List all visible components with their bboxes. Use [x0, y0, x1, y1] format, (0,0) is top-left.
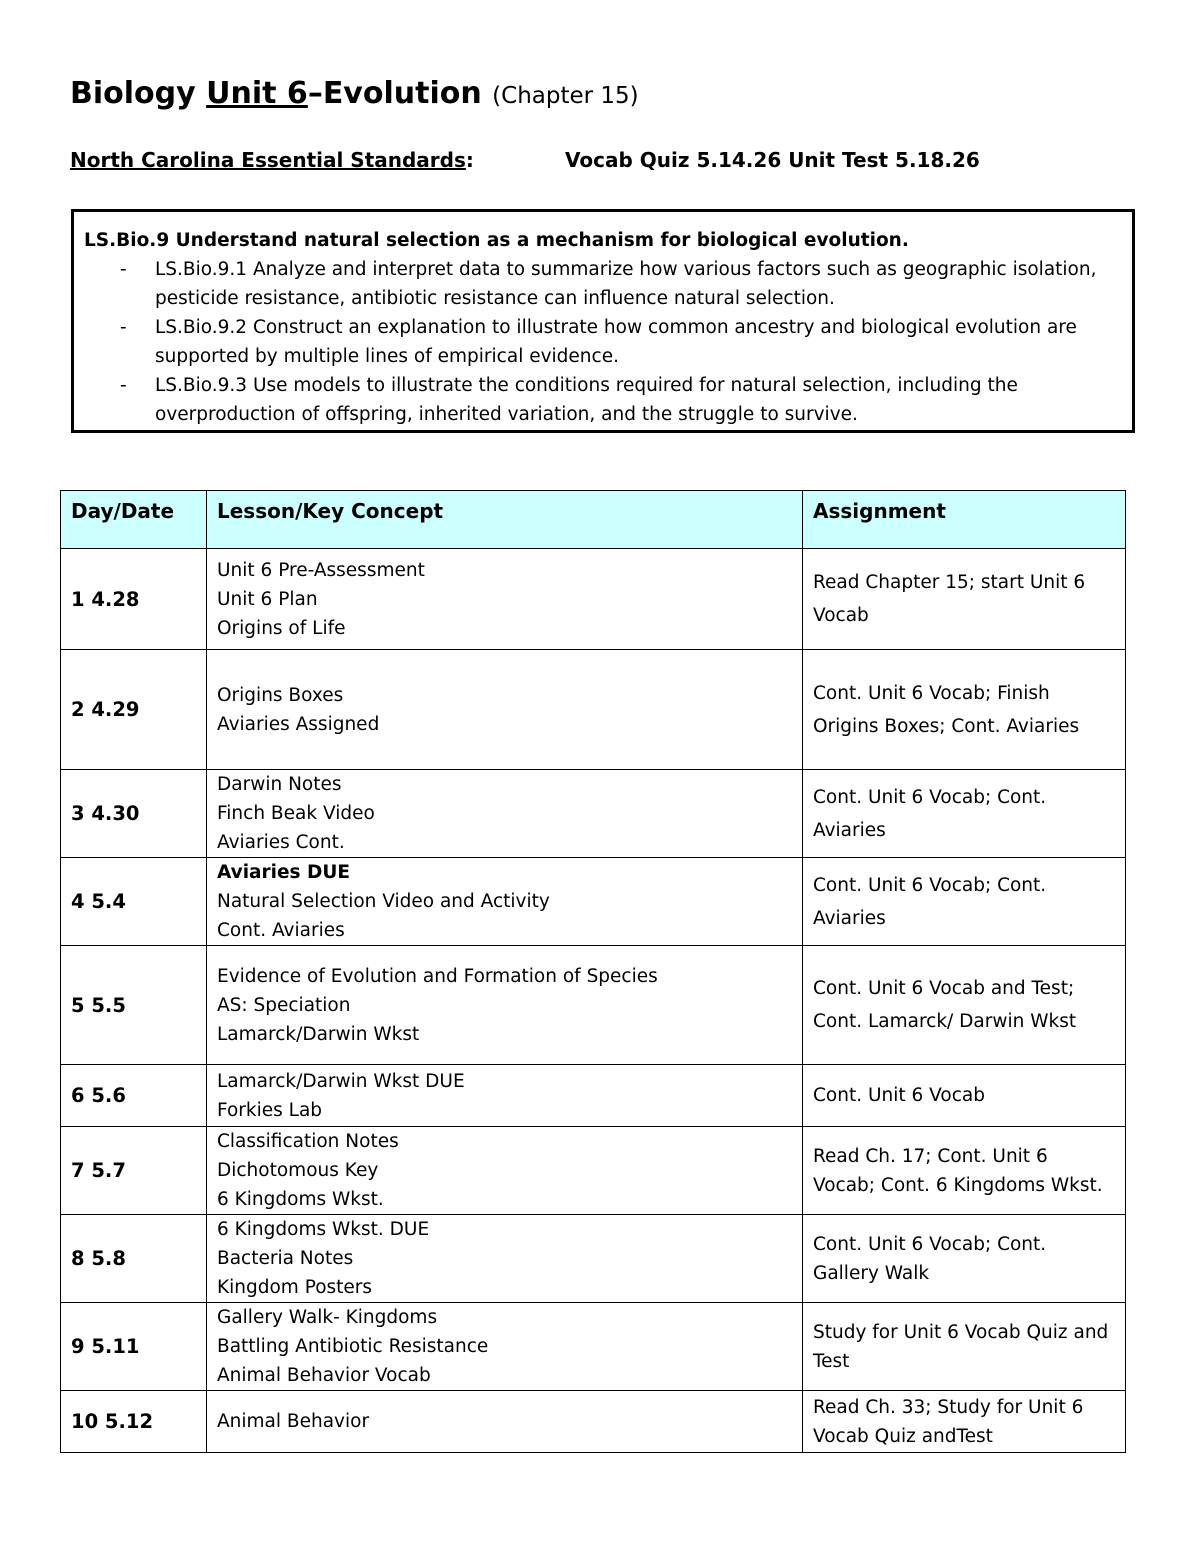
- title-unit: Unit 6: [206, 76, 308, 111]
- standard-item-text: LS.Bio.9.2 Construct an explanation to illustrate how common ancestry and biological evolution are supported by multiple lines of empirical evidence.: [155, 317, 1077, 367]
- lesson-item: Unit 6 Plan: [217, 588, 318, 610]
- day-date-cell: 3 4.30: [61, 770, 207, 858]
- assignment-cell: Cont. Unit 6 Vocab; Cont. Aviaries: [803, 858, 1126, 946]
- standard-item-text: LS.Bio.9.3 Use models to illustrate the conditions required for natural selection, including the overproduction of offspring, inherited variation, and the struggle to survive.: [155, 375, 1018, 425]
- lesson-item: Battling Antibiotic Resistance: [217, 1336, 489, 1357]
- standards-box: [71, 209, 1135, 433]
- dash-bullet-icon: -: [120, 375, 127, 396]
- lesson-item: Unit 6 Pre-Assessment: [217, 559, 425, 581]
- title-chapter: (Chapter 15): [492, 83, 639, 109]
- header-assignment: Assignment: [803, 491, 1126, 549]
- lesson-item: Animal Behavior: [217, 1411, 370, 1432]
- day-date-cell: 9 5.11: [61, 1303, 207, 1391]
- lesson-item: Aviaries Cont.: [217, 832, 345, 853]
- lesson-item: Kingdom Posters: [217, 1277, 373, 1298]
- assignment-cell: Read Ch. 17; Cont. Unit 6 Vocab; Cont. 6 Kingdoms Wkst.: [803, 1127, 1126, 1215]
- table-row: [61, 1065, 1126, 1127]
- lesson-item: Origins of Life: [217, 617, 346, 639]
- standard-item: [84, 255, 1122, 313]
- day-date-cell: 6 5.6: [61, 1065, 207, 1127]
- lesson-cell: [207, 1391, 803, 1453]
- day-date-cell: 1 4.28: [61, 549, 207, 650]
- table-row: [61, 549, 1126, 650]
- table-row: [61, 1303, 1126, 1391]
- assignment-cell: Read Ch. 33; Study for Unit 6 Vocab Quiz andTest: [803, 1391, 1126, 1453]
- lesson-item: Aviaries Assigned: [217, 713, 380, 735]
- lesson-cell: [207, 1303, 803, 1391]
- assignment-cell: Study for Unit 6 Vocab Quiz and Test: [803, 1303, 1126, 1391]
- table-header-row: [61, 491, 1126, 549]
- schedule-body: [61, 549, 1126, 1453]
- lesson-item: 6 Kingdoms Wkst.: [217, 1189, 384, 1210]
- assignment-cell: Cont. Unit 6 Vocab; Cont. Gallery Walk: [803, 1215, 1126, 1303]
- day-date-cell: 8 5.8: [61, 1215, 207, 1303]
- lesson-item: Forkies Lab: [217, 1099, 323, 1121]
- lesson-item: Cont. Aviaries: [217, 920, 345, 941]
- table-row: [61, 1215, 1126, 1303]
- assignment-cell: Read Chapter 15; start Unit 6 Vocab: [803, 549, 1126, 650]
- standards-label: North Carolina Essential Standards: [70, 148, 466, 172]
- table-row: [61, 650, 1126, 770]
- lesson-item: Lamarck/Darwin Wkst DUE: [217, 1070, 465, 1092]
- standard-list: [84, 255, 1122, 429]
- lesson-cell: [207, 770, 803, 858]
- lesson-cell: [207, 1065, 803, 1127]
- lesson-item: Origins Boxes: [217, 684, 344, 706]
- lesson-item: Lamarck/Darwin Wkst: [217, 1023, 420, 1045]
- lesson-item: Evidence of Evolution and Formation of Species: [217, 965, 658, 987]
- lesson-cell: [207, 549, 803, 650]
- assignment-cell: Cont. Unit 6 Vocab; Cont. Aviaries: [803, 770, 1126, 858]
- table-row: [61, 1391, 1126, 1453]
- day-date-cell: 4 5.4: [61, 858, 207, 946]
- lesson-item: Animal Behavior Vocab: [217, 1365, 431, 1386]
- header-lesson: Lesson/Key Concept: [207, 491, 803, 549]
- standards-heading: [70, 148, 474, 172]
- lesson-item: Darwin Notes: [217, 774, 342, 795]
- schedule-table: [60, 490, 1126, 1453]
- table-row: [61, 1127, 1126, 1215]
- assignment-cell: Cont. Unit 6 Vocab and Test; Cont. Lamarck/ Darwin Wkst: [803, 946, 1126, 1065]
- day-date-cell: 5 5.5: [61, 946, 207, 1065]
- standard-main: LS.Bio.9 Understand natural selection as a mechanism for biological evolution.: [84, 230, 909, 251]
- standard-item: [84, 371, 1122, 429]
- lesson-cell: [207, 1215, 803, 1303]
- lesson-item: Natural Selection Video and Activity: [217, 891, 550, 912]
- lesson-item: Aviaries DUE: [217, 862, 351, 883]
- lesson-item: Classification Notes: [217, 1131, 399, 1152]
- title-prefix: Biology: [70, 76, 207, 111]
- dash-bullet-icon: -: [120, 317, 127, 338]
- lesson-item: Gallery Walk- Kingdoms: [217, 1307, 438, 1328]
- day-date-cell: 7 5.7: [61, 1127, 207, 1215]
- assignment-cell: Cont. Unit 6 Vocab: [803, 1065, 1126, 1127]
- lesson-item: Finch Beak Video: [217, 803, 375, 824]
- lesson-cell: [207, 1127, 803, 1215]
- table-row: [61, 858, 1126, 946]
- standards-colon: :: [465, 148, 474, 172]
- lesson-item: Dichotomous Key: [217, 1160, 379, 1181]
- standard-item-text: LS.Bio.9.1 Analyze and interpret data to summarize how various factors such as geographic isolation, pesticide resistance, antibiotic resistance can influence natural selection.: [155, 259, 1097, 309]
- lesson-cell: [207, 650, 803, 770]
- lesson-item: 6 Kingdoms Wkst. DUE: [217, 1219, 430, 1240]
- assignment-cell: Cont. Unit 6 Vocab; Finish Origins Boxes; Cont. Aviaries: [803, 650, 1126, 770]
- lesson-cell: [207, 946, 803, 1065]
- header-day-date: Day/Date: [61, 491, 207, 549]
- lesson-cell: [207, 858, 803, 946]
- lesson-item: AS: Speciation: [217, 994, 351, 1016]
- lesson-item: Bacteria Notes: [217, 1248, 354, 1269]
- document-title: [70, 76, 639, 111]
- test-dates: Vocab Quiz 5.14.26 Unit Test 5.18.26: [565, 148, 980, 172]
- day-date-cell: 2 4.29: [61, 650, 207, 770]
- day-date-cell: 10 5.12: [61, 1391, 207, 1453]
- title-topic: –Evolution: [307, 76, 482, 111]
- standard-item: [84, 313, 1122, 371]
- dash-bullet-icon: -: [120, 259, 127, 280]
- table-row: [61, 770, 1126, 858]
- table-row: [61, 946, 1126, 1065]
